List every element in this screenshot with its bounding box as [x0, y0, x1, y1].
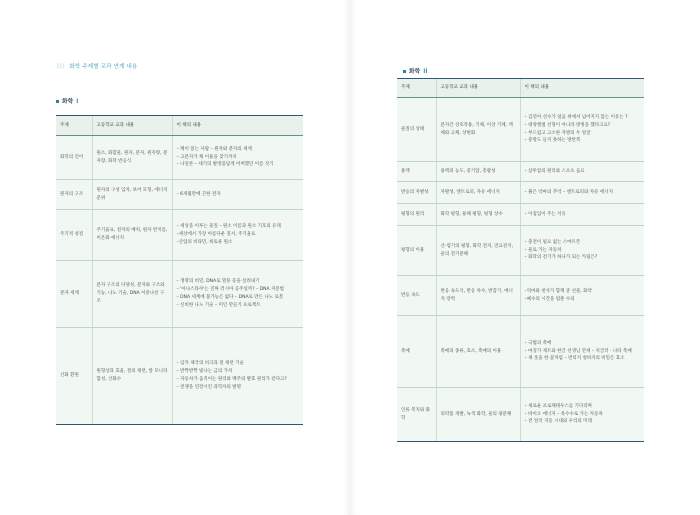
- section-marker-icon: [56, 100, 59, 103]
- book-content-item: – 케이 읽는 사람 – 원자와 분자의 세계: [176, 146, 252, 152]
- topic-cell: 평형의 원리: [397, 204, 436, 226]
- book-content-cell: [520, 204, 644, 226]
- section-marker-icon: [403, 70, 406, 73]
- book-content-cell: [520, 226, 644, 276]
- book-content-cell: [520, 388, 644, 442]
- book-content-item: – 부드럽고 고소한 자방의 두 얼굴: [524, 130, 591, 136]
- topic-cell: 평형의 이용: [397, 226, 436, 276]
- book-content-item: – 충전이 필요 없는 스마트폰: [524, 239, 581, 245]
- book-content-cell: [172, 210, 303, 261]
- book-content-item: – 김연아 선수가 얼음 위에서 넘어지지 않는 이유는 ?: [524, 114, 628, 120]
- book-content-item: –억마와 천사가 함께 준 선물, 화약: [524, 288, 592, 294]
- book-content-item: – 고분자가 채 이용을 찾기까지: [176, 154, 237, 160]
- column-header: 고등학교 교과 내용: [92, 116, 172, 136]
- book-content-item: –세상에서 가장 아름다운 질서, 주기율표: [176, 232, 256, 238]
- curriculum-cell: 용액의 농도, 증기압, 총괄성: [436, 162, 520, 182]
- topic-cell: 화학의 언어: [56, 136, 92, 180]
- book-content-item: – 새로운 프로페테우스를 기다리며: [524, 403, 592, 409]
- book-content-cell: [172, 328, 303, 425]
- table-row: [397, 316, 644, 388]
- column-header: 이 책의 내용: [520, 79, 644, 98]
- book-content-item: – 자동차가 움직이는 원리와 백주의 발효 원리가 같다고?: [176, 377, 287, 382]
- page-header: 〉〉〉 화학 주제별 교과 연계 내용: [56, 64, 138, 70]
- curriculum-cell: 분자간 상호작용, 기체, 이상 기체, 액체와 고체, 상변화: [436, 98, 520, 162]
- topic-cell: 분자 세계: [56, 261, 92, 328]
- table-row: [56, 210, 303, 261]
- table-row: [397, 388, 644, 442]
- book-content-item: – 생명의 비밀, DNA로 열풍 등을 살려내기: [176, 279, 260, 285]
- section-title-chemistry-1: 화학 I: [56, 96, 78, 105]
- book-content-cell: [520, 182, 644, 204]
- table-row: [56, 136, 303, 180]
- book-content-item: – 붉은 악마의 추억 – 엔트로피와 자유 에너지: [524, 189, 613, 195]
- book-content-item: – 세상을 이루는 물질 – 원소 이름과 원소 기호의 유래: [176, 224, 281, 230]
- book-content-cell: [172, 136, 303, 180]
- book-content-item: – 삼투압의 원리와 스포츠 음료: [524, 168, 585, 174]
- topic-cell: 촉매: [397, 316, 436, 388]
- book-content-item: – '아나스타샤'는 진짜 러시아 공주일까? – DNA 지문법: [176, 287, 285, 293]
- book-content-item: –쎄수의 시간을 멈춘 수의: [524, 296, 575, 302]
- book-content-item: – DNA 세계에 불가능은 없다 – DNA로 만든 나노 로봇: [176, 295, 284, 300]
- book-content-item: –산업의 비타민, 희토류 원소: [176, 239, 233, 245]
- book-content-cell: [520, 162, 644, 182]
- book-content-item: – 전쟁을 연장시킨 과학자의 발명: [176, 384, 241, 390]
- book-content-item: – 물로 가는 자동차: [524, 247, 562, 253]
- curriculum-cell: 의약품 개발, 녹색 화학, 물의 광분해: [436, 388, 520, 442]
- table-row: [397, 98, 644, 162]
- book-content-item: – 마징가 제트와 한글 선생님 만세 – 치글러 · 나타 촉매: [524, 348, 632, 354]
- book-content-item: – 6개월만에 끈한 전자: [176, 191, 221, 197]
- curriculum-cell: 원형상과 효율, 철의 제련, 앞 모니라 합성, 산화수: [92, 328, 172, 425]
- book-content-item: – 화학의 전기가 하나가 되는 카림은?: [524, 255, 598, 261]
- column-header: 이 책의 내용: [172, 116, 303, 136]
- curriculum-cell: 자발성, 엔트로피, 자유 에너지: [436, 182, 520, 204]
- book-content-item: – 이집입이 주는 석유: [524, 211, 566, 217]
- topic-cell: 용액: [397, 162, 436, 182]
- topic-cell: 주기적 성질: [56, 210, 92, 261]
- topic-cell: 반응 속도: [397, 276, 436, 316]
- book-content-item: – 전 알러 지동 시대와 우리의 미래: [524, 419, 592, 425]
- book-content-cell: [520, 316, 644, 388]
- book-content-item: – 반짝반짝 빛나는 금의 가치: [176, 369, 233, 375]
- curriculum-cell: 주기율표, 전자의 배치, 원자 반지름, 이온화 에너지: [92, 210, 172, 261]
- book-content-cell: [520, 98, 644, 162]
- book-content-item: – 신비한 나노 기술 – 미인 만들기 프로젝트: [176, 302, 261, 308]
- table-row: [56, 261, 303, 328]
- column-header: 고등학교 교과 내용: [436, 79, 520, 98]
- curriculum-cell: 반응 속도식, 반응 차수, 반감기, 에너지 장벽: [436, 276, 520, 316]
- curriculum-cell: 촉매의 종류, 효소, 촉매의 이용: [436, 316, 520, 388]
- column-header: 주제: [397, 79, 436, 98]
- book-content-item: – 충망도 들지 못하는 방탄복: [524, 138, 581, 144]
- table-row: [56, 328, 303, 425]
- book-content-item: – 새 옷을 한 꽃처럼 – 번티지 청바지의 비밀은 효소: [524, 356, 625, 362]
- curriculum-table-right: [397, 78, 644, 442]
- table-row: [397, 276, 644, 316]
- book-content-cell: [172, 180, 303, 210]
- table-row: [397, 162, 644, 182]
- table-row: [56, 180, 303, 210]
- curriculum-cell: 화학 평형, 용해 평형, 평형 상수: [436, 204, 520, 226]
- book-content-item: – 대양앨범 선형이 아니라 방정을 했다고요?: [524, 122, 611, 128]
- book-content-item: – 임카 제국의 비극과 철 제련 기술: [176, 361, 244, 367]
- curriculum-table-left: [56, 115, 303, 425]
- book-content-cell: [520, 276, 644, 316]
- curriculum-cell: 원자의 구성 입자, 보어 모형, 에너지 준위: [92, 180, 172, 210]
- topic-cell: 산화 환원: [56, 328, 92, 425]
- book-content-cell: [172, 261, 303, 328]
- table-row: [397, 182, 644, 204]
- topic-cell: 인류 복지와 화학: [397, 388, 436, 442]
- book-content-item: – 바이오 에너지 – 옥수수로 가는 자동차: [524, 411, 603, 417]
- book-content-item: – 극법의 촉매: [524, 340, 552, 346]
- topic-cell: 물질의 상태: [397, 98, 436, 162]
- right-page: [350, 0, 700, 515]
- topic-cell: 원자의 구조: [56, 180, 92, 210]
- table-row: [397, 204, 644, 226]
- curriculum-cell: 산-염기의 평형, 화학 전지, 연료전지, 물의 전기분해: [436, 226, 520, 276]
- curriculum-cell: 분자 구조의 다양성, 분자와 구조와 기능, 나노 기술, DNA 이중나선 구조: [92, 261, 172, 328]
- section-title-chemistry-2: 화학 II: [403, 66, 428, 75]
- topic-cell: 반응의 자발성: [397, 182, 436, 204]
- table-row: [397, 226, 644, 276]
- column-header: 주제: [56, 116, 92, 136]
- curriculum-cell: 원소, 화합물, 원자, 분자, 원자량, 분자량, 화학 반응식: [92, 136, 172, 180]
- book-content-item: – 나일론 – 세기의 발명품답게 어쩌했던 이름 짓기: [176, 162, 274, 168]
